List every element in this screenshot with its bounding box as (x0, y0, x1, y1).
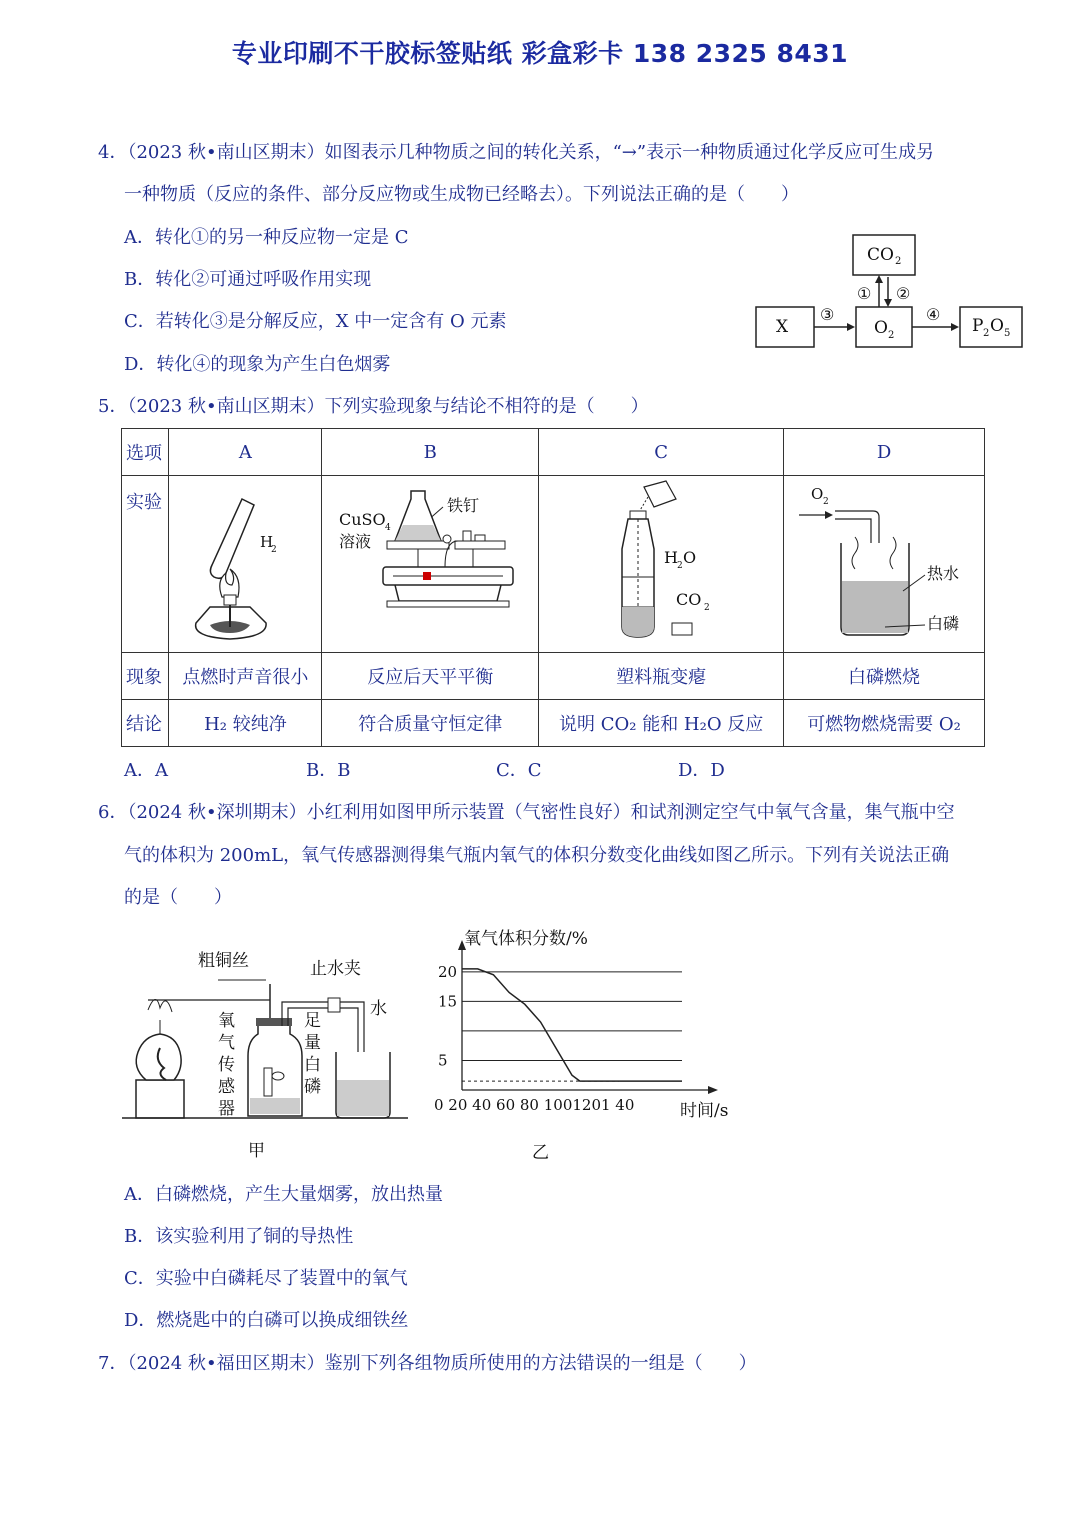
diagram-x: X (776, 317, 789, 337)
svg-text:2: 2 (823, 496, 829, 507)
svg-text:CO: CO (676, 589, 702, 609)
caption-yi: 乙 (532, 1143, 549, 1163)
q5-concl-b: 符合质量守恒定律 (322, 700, 539, 747)
x-axis-arrow (708, 1086, 718, 1094)
chart-xlabel: 时间/s (680, 1101, 729, 1121)
svg-text:传: 传 (218, 1055, 235, 1075)
q6-figure-jia (118, 940, 408, 1170)
q4-option-b: B．转化②可通过呼吸作用实现 (124, 269, 372, 290)
q5-phen-c: 塑料瓶变瘪 (539, 653, 784, 700)
chart-ylabel: 氧气体积分数/% (464, 929, 588, 949)
svg-text:2: 2 (271, 544, 278, 555)
caption-jia: 甲 (248, 1141, 265, 1161)
q5-stem: 5．（2023 秋•南山区期末）下列实验现象与结论不相符的是（ ） (98, 396, 649, 417)
q5-answer-c: C．C (496, 760, 542, 781)
q7-stem: 7．（2024 秋•福田区期末）鉴别下列各组物质所使用的方法错误的一组是（ ） (98, 1353, 757, 1374)
q5-row-phenomenon-label: 现象 (122, 653, 169, 700)
q5-answer-a: A．A (124, 760, 168, 781)
q6-option-c: C．实验中白磷耗尽了装置中的氧气 (124, 1268, 408, 1289)
svg-text:2: 2 (983, 328, 990, 339)
q4-conversion-diagram (750, 232, 1030, 354)
q5-fig-b (322, 476, 539, 653)
q5-head-a: A (169, 429, 322, 476)
q6-stem-line2: 气的体积为 200mL，氧气传感器测得集气瓶内氧气的体积分数变化曲线如图乙所示。下列有关说法正确 (124, 845, 950, 866)
svg-text:溶液: 溶液 (339, 531, 372, 551)
diagram-p2o5: P (972, 316, 984, 336)
svg-text:水: 水 (370, 999, 387, 1019)
svg-text:白: 白 (304, 1055, 321, 1075)
svg-text:①: ① (857, 284, 872, 303)
q5-phen-d: 白磷燃烧 (784, 653, 985, 700)
svg-text:磷: 磷 (304, 1077, 321, 1097)
ad-banner: 专业印刷不干胶标签贴纸 彩盒彩卡 138 2325 8431 (231, 39, 849, 68)
svg-text:②: ② (896, 284, 911, 303)
q5-concl-d: 可燃物燃烧需要 O₂ (784, 700, 985, 747)
y-tick-label: 20 (438, 962, 458, 981)
svg-text:2: 2 (704, 602, 710, 613)
q4-option-a: A．转化①的另一种反应物一定是 C (124, 227, 409, 248)
svg-text:O: O (683, 547, 697, 567)
q6-stem-line3: 的是（ ） (124, 887, 232, 908)
q4-option-c: C．若转化③是分解反应，X 中一定含有 O 元素 (124, 311, 507, 332)
q5-fig-d (784, 476, 985, 653)
svg-text:感: 感 (218, 1077, 235, 1097)
q5-answer-d: D．D (678, 760, 725, 781)
diagram-co2: CO (867, 245, 894, 265)
svg-text:2: 2 (888, 330, 895, 341)
q6-stem-line1: 6．（2024 秋•深圳期末）小红利用如图甲所示装置（气密性良好）和试剂测定空气中氧气含量，集气瓶中空 (98, 802, 955, 823)
svg-text:O: O (811, 484, 824, 503)
svg-text:H: H (664, 547, 679, 567)
q5-phen-b: 反应后天平平衡 (322, 653, 539, 700)
q5-fig-a (169, 476, 322, 653)
q5-row-experiment-label: 实验 (122, 476, 169, 653)
svg-text:器: 器 (218, 1099, 235, 1119)
q5-head-b: B (322, 429, 539, 476)
svg-text:粗铜丝: 粗铜丝 (198, 951, 249, 971)
y-tick-label: 5 (438, 1051, 448, 1070)
fig-b-balance (323, 477, 537, 647)
svg-text:量: 量 (304, 1033, 321, 1053)
chart-xticks: 0 20 40 60 80 1001201 40 (434, 1096, 635, 1114)
svg-text:热水: 热水 (927, 563, 960, 583)
q5-head-d: D (784, 429, 985, 476)
q4-stem-line2: 一种物质（反应的条件、部分反应物或生成物已经略去）。下列说法正确的是（ ） (124, 184, 799, 205)
svg-text:2: 2 (895, 256, 902, 267)
q5-phen-a: 点燃时声音很小 (169, 653, 322, 700)
svg-text:H: H (260, 532, 274, 551)
q5-concl-c: 说明 CO₂ 能和 H₂O 反应 (539, 700, 784, 747)
svg-text:氧: 氧 (218, 1011, 235, 1031)
q4-option-d: D．转化④的现象为产生白色烟雾 (124, 354, 391, 375)
q5-concl-a: H₂ 较纯净 (169, 700, 322, 747)
diagram-o2: O (874, 318, 888, 338)
fig-c-bottle (540, 477, 782, 647)
q6-option-d: D．燃烧匙中的白磷可以换成细铁丝 (124, 1310, 409, 1331)
svg-text:4: 4 (385, 522, 392, 533)
svg-text:5: 5 (1004, 328, 1011, 339)
svg-text:2: 2 (677, 560, 683, 571)
q6-chart-yi (430, 920, 750, 1170)
fig-a-tube-and-lamp (170, 477, 320, 647)
q5-fig-c (539, 476, 784, 653)
fig-d-beaker (785, 477, 983, 647)
q5-head-c: C (539, 429, 784, 476)
q5-row-conclusion-label: 结论 (122, 700, 169, 747)
q6-option-a: A．白磷燃烧，产生大量烟雾，放出热量 (124, 1184, 443, 1205)
svg-text:气: 气 (218, 1033, 235, 1053)
series-line-oxygen (462, 969, 682, 1081)
svg-text:铁钉: 铁钉 (447, 495, 480, 515)
svg-text:止水夹: 止水夹 (310, 959, 361, 979)
q6-option-b: B．该实验利用了铜的导热性 (124, 1226, 354, 1247)
q4-stem-line1: 4．（2023 秋•南山区期末）如图表示几种物质之间的转化关系，“→”表示一种物质通过化学反应可生成另 (98, 142, 935, 163)
q5-table (121, 428, 985, 747)
svg-text:白磷: 白磷 (927, 613, 960, 633)
q5-answer-b: B．B (306, 760, 351, 781)
svg-text:O: O (990, 316, 1004, 336)
y-tick-label: 15 (438, 992, 458, 1011)
svg-text:③: ③ (820, 305, 835, 324)
svg-text:CuSO: CuSO (339, 509, 386, 529)
svg-text:④: ④ (926, 305, 941, 324)
q5-head-option: 选项 (122, 429, 169, 476)
svg-text:足: 足 (304, 1011, 321, 1031)
